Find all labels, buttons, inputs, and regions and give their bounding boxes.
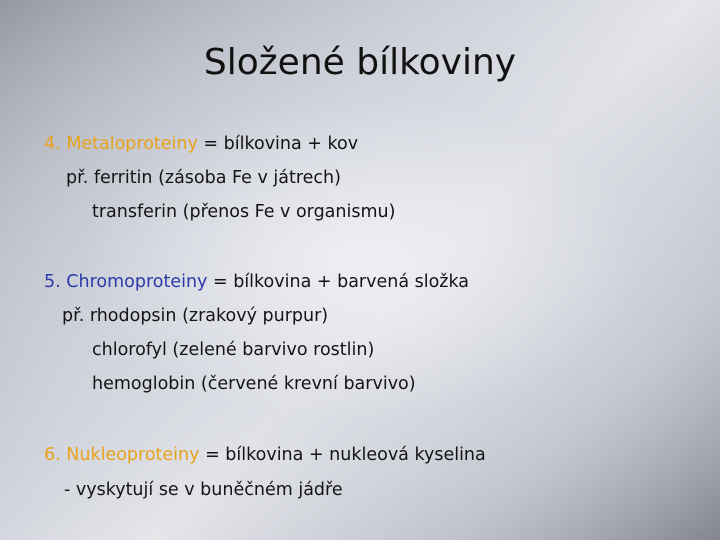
section-definition-nukleoproteiny: = bílkovina + nukleová kyselina [205, 445, 486, 465]
section-heading-metaloproteiny: 4. Metaloproteiny [44, 134, 198, 154]
section-metaloproteiny [44, 134, 358, 154]
example-line: př. rhodopsin (zrakový purpur) [62, 306, 329, 326]
example-line: - vyskytují se v buněčném jádře [64, 480, 343, 500]
section-heading-nukleoproteiny: 6. Nukleoproteiny [44, 445, 200, 465]
example-line: hemoglobin (červené krevní barvivo) [92, 374, 416, 394]
example-line: chlorofyl (zelené barvivo rostlin) [92, 340, 375, 360]
section-chromoproteiny [44, 272, 469, 292]
slide-title: Složené bílkoviny [203, 42, 517, 83]
section-nukleoproteiny [44, 445, 486, 465]
section-heading-chromoproteiny: 5. Chromoproteiny [44, 272, 208, 292]
example-line: př. ferritin (zásoba Fe v játrech) [66, 168, 341, 188]
section-definition-chromoproteiny: = bílkovina + barvená složka [212, 272, 470, 292]
example-line: transferin (přenos Fe v organismu) [92, 202, 396, 222]
section-definition-metaloproteiny: = bílkovina + kov [203, 134, 359, 154]
